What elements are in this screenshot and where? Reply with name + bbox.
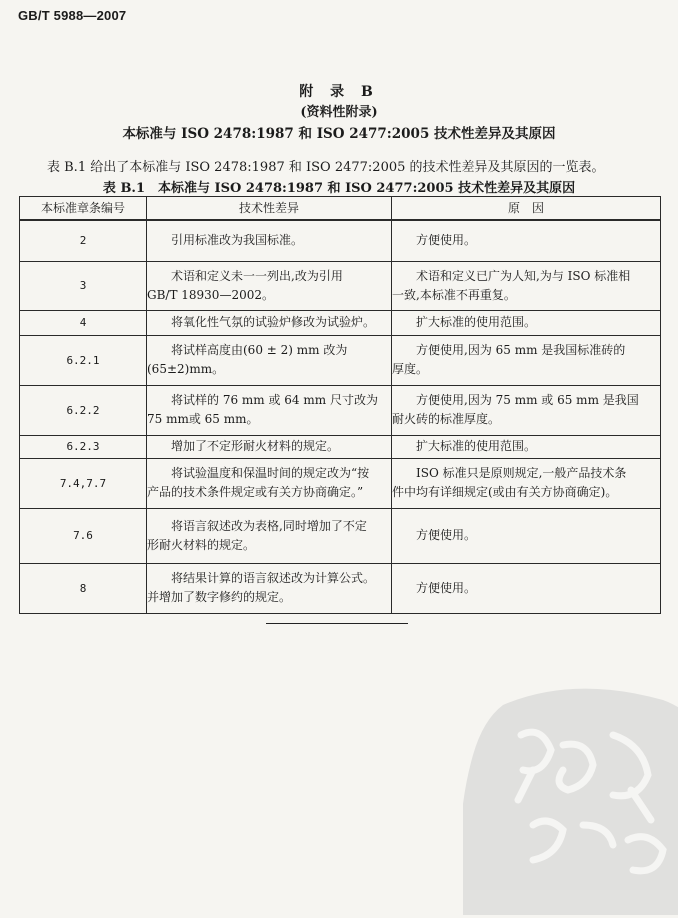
difference-line: 并增加了数字修约的规定。 xyxy=(147,590,292,604)
reason-line: 术语和定义已广为人知,为与 ISO 标准相 xyxy=(416,268,631,283)
end-rule xyxy=(266,623,408,624)
header-reason: 原 因 xyxy=(392,197,661,221)
reason-line: 方便使用,因为 65 mm 是我国标准砖的 xyxy=(416,343,626,357)
clause-cell: 6.2.1 xyxy=(20,335,147,385)
difference-line: 将试验温度和保温时间的规定改为“按 xyxy=(171,466,370,480)
difference-cell xyxy=(147,458,392,508)
reason-line: 耐火砖的标准厚度。 xyxy=(392,412,501,426)
reason-line: 厚度。 xyxy=(392,362,429,376)
reason-line: ISO 标准只是原则规定,一般产品技术条 xyxy=(416,466,627,480)
reason-line: 方便使用。 xyxy=(416,580,477,595)
reason-cell xyxy=(392,261,661,310)
clause-cell: 7.6 xyxy=(20,508,147,563)
reason-line: 件中均有详细规定(或由有关方协商确定)。 xyxy=(392,485,618,499)
difference-line: 将试样的 76 mm 或 64 mm 尺寸改为 xyxy=(171,393,378,407)
difference-cell xyxy=(147,335,392,385)
difference-line: 增加了不定形耐火材料的规定。 xyxy=(171,439,340,453)
difference-line: 术语和定义未一一列出,改为引用 xyxy=(171,268,343,283)
table-row xyxy=(20,310,661,335)
difference-cell xyxy=(147,261,392,310)
difference-cell xyxy=(147,385,392,435)
clause-cell: 2 xyxy=(20,220,147,261)
clause-cell: 6.2.2 xyxy=(20,385,147,435)
annex-type: (资料性附录) xyxy=(300,105,378,120)
difference-line: (65±2)mm。 xyxy=(147,362,225,376)
difference-line: 75 mm或 65 mm。 xyxy=(147,412,259,426)
reason-cell xyxy=(392,220,661,261)
reason-line: 方便使用,因为 75 mm 或 65 mm 是我国 xyxy=(416,393,639,407)
table-row xyxy=(20,385,661,435)
reason-cell xyxy=(392,310,661,335)
table-caption: 表 B.1 本标准与 ISO 2478:1987 和 ISO 2477:2005 技术性差异及其原因 xyxy=(102,181,576,196)
difference-cell xyxy=(147,220,392,261)
clause-cell: 8 xyxy=(20,563,147,613)
table-row xyxy=(20,335,661,385)
difference-cell xyxy=(147,563,392,613)
clause-cell: 6.2.3 xyxy=(20,435,147,458)
difference-line: 将语言叙述改为表格,同时增加了不定 xyxy=(171,518,367,533)
intro-paragraph: 表 B.1 给出了本标准与 ISO 2478:1987 和 ISO 2477:2005 的技术性差异及其原因的一览表。 xyxy=(47,160,605,175)
watermark-seal-icon xyxy=(463,675,678,915)
header-difference: 技术性差异 xyxy=(147,197,392,221)
clause-cell: 4 xyxy=(20,310,147,335)
difference-line: 将氧化性气氛的试验炉修改为试验炉。 xyxy=(171,315,376,329)
difference-cell xyxy=(147,435,392,458)
table-row xyxy=(20,458,661,508)
reason-cell xyxy=(392,563,661,613)
clause-cell: 7.4,7.7 xyxy=(20,458,147,508)
standard-code: GB/T 5988—2007 xyxy=(18,8,127,23)
annex-heading: 本标准与 ISO 2478:1987 和 ISO 2477:2005 技术性差异及其原因 xyxy=(122,126,556,142)
table-row xyxy=(20,435,661,458)
difference-cell xyxy=(147,508,392,563)
difference-line: 将试样高度由(60 ± 2) mm 改为 xyxy=(171,343,348,357)
difference-line: 形耐火材料的规定。 xyxy=(147,537,256,552)
table-row xyxy=(20,261,661,310)
clause-cell: 3 xyxy=(20,261,147,310)
reason-cell xyxy=(392,385,661,435)
table-row xyxy=(20,563,661,613)
header-clause: 本标准章条编号 xyxy=(20,197,147,221)
table-row xyxy=(20,220,661,261)
reason-line: 扩大标准的使用范围。 xyxy=(416,439,537,453)
reason-cell xyxy=(392,435,661,458)
difference-line: GB/T 18930—2002。 xyxy=(147,287,274,302)
reason-line: 一致,本标准不再重复。 xyxy=(392,287,516,302)
difference-line: 引用标准改为我国标准。 xyxy=(171,233,304,248)
difference-cell xyxy=(147,310,392,335)
reason-line: 方便使用。 xyxy=(416,528,477,542)
table-header-row xyxy=(20,197,661,221)
reason-line: 扩大标准的使用范围。 xyxy=(416,315,537,329)
reason-line: 方便使用。 xyxy=(416,233,477,248)
reason-cell xyxy=(392,508,661,563)
reason-cell xyxy=(392,335,661,385)
annex-title: 附 录 B xyxy=(299,84,379,100)
differences-table xyxy=(19,196,661,614)
difference-line: 将结果计算的语言叙述改为计算公式。 xyxy=(171,571,376,585)
reason-cell xyxy=(392,458,661,508)
table-row xyxy=(20,508,661,563)
difference-line: 产品的技术条件规定或有关方协商确定。” xyxy=(147,485,364,499)
